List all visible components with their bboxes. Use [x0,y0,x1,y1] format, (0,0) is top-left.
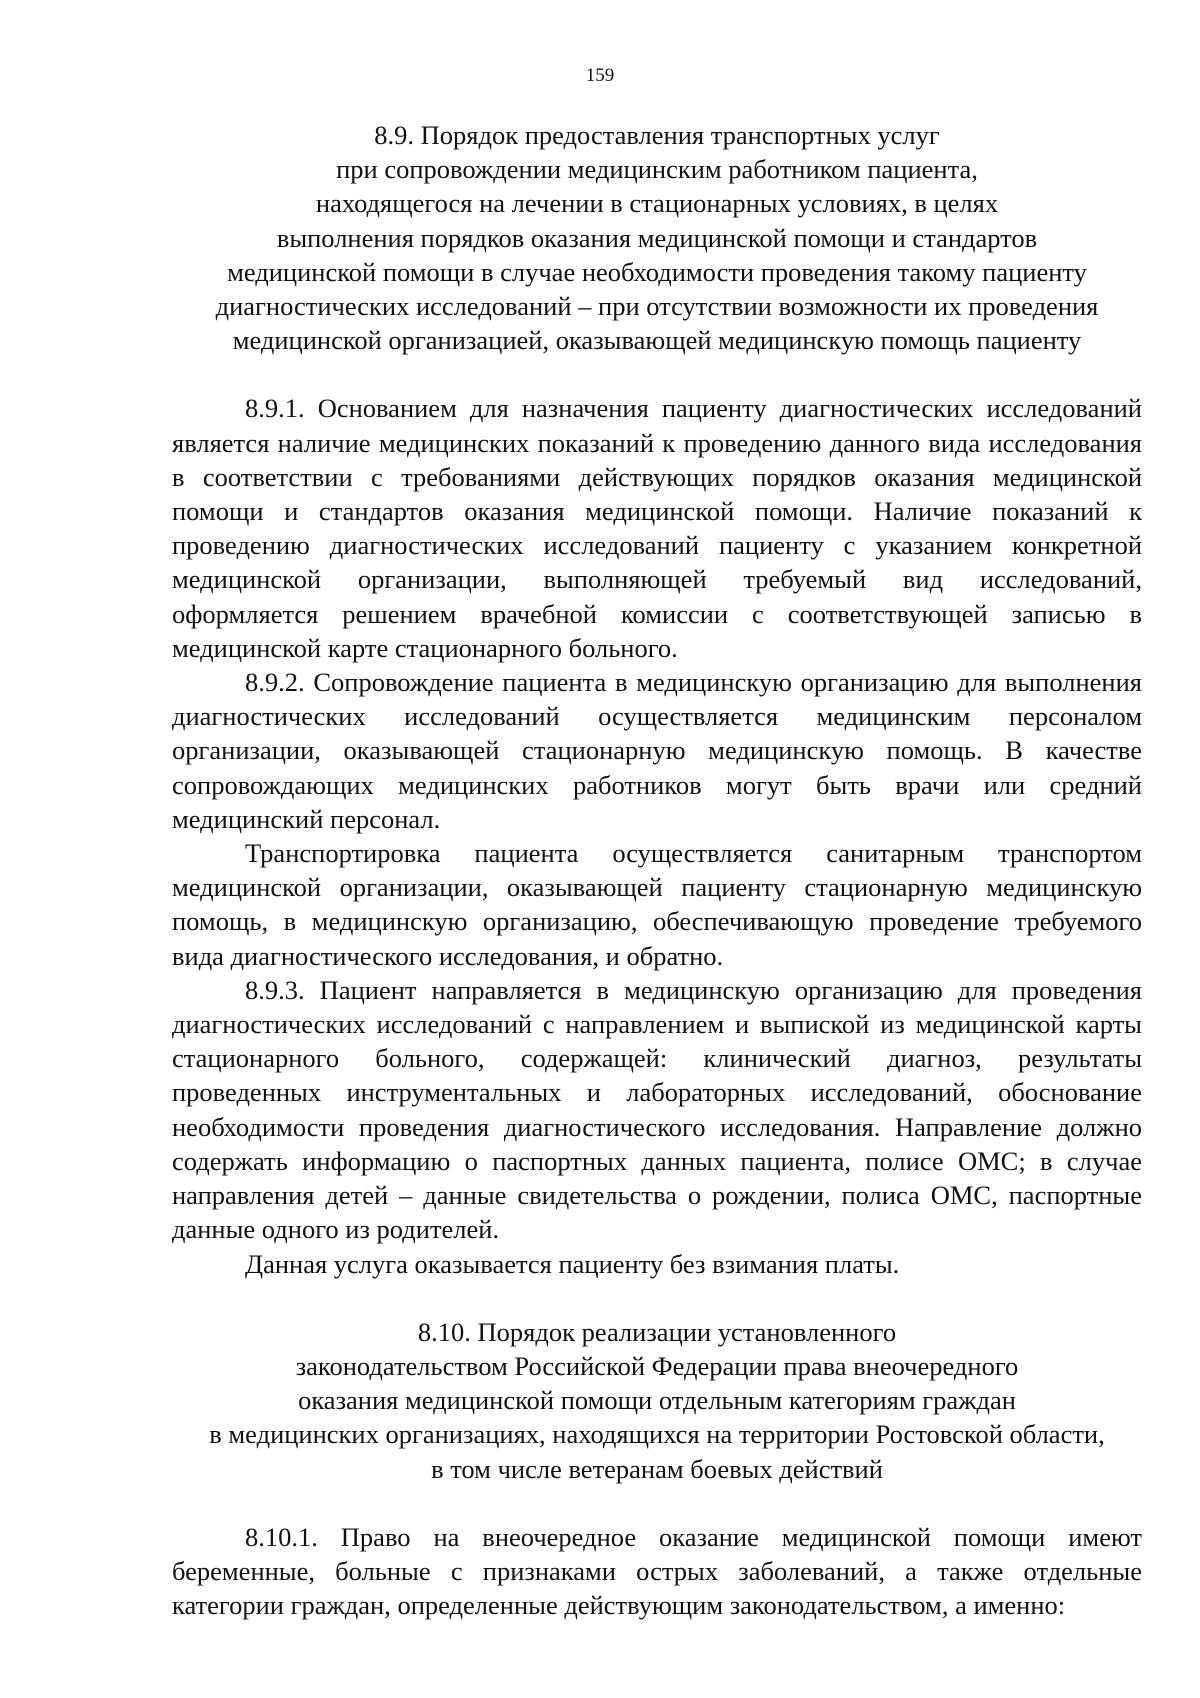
heading-line: 8.9. Порядок предоставления транспортных услуг [374,120,940,150]
paragraph-transport: Транспортировка пациента осуществляется санитарным транспортом медицинской организации, оказывающей пациенту стационарную медицинскую помощь, в медицинскую организацию, обеспечивающую проведение требуемого вида диагностического исследования, и обратно. [172,838,1142,971]
heading-line: при сопровождении медицинским работником пациента, [336,154,978,185]
paragraph-8-9-3: 8.9.3. Пациент направляется в медицинскую организацию для проведения диагностических исследований с направлением и выпиской из медицинской карты стационарного больного, содержащей: клинический диагноз, результаты проведенных инструментальных и лабораторных исследований, обоснование необходимости проведения диагностического исследования. Направление должно содержать информацию о паспортных данных пациента, полисе ОМС; в случае направления детей – данные свидетельства о рождении, полиса ОМС, паспортные данные одного из родителей. [172,974,1142,1245]
heading-line: диагностических исследований – при отсутствии возможности их проведения [215,291,1099,322]
heading-line: в медицинских организациях, находящихся на территории Ростовской области, [209,1419,1105,1450]
page-number: 159 [585,65,615,86]
heading-line: медицинской помощи в случае необходимости проведения такому пациенту [227,256,1087,287]
section-8-10-heading [172,1315,1142,1486]
paragraph-free-service: Данная услуга оказывается пациенту без взимания платы. [245,1248,900,1279]
heading-line: оказания медицинской помощи отдельным категориям граждан [298,1385,1016,1416]
heading-line: медицинской организацией, оказывающей медицинскую помощь пациенту [232,325,1082,356]
paragraph-8-9-1: 8.9.1. Основанием для назначения пациенту диагностических исследований является наличие медицинских показаний к проведению данного вида исследования в соответствии с требованиями действующих порядков оказания медицинской помощи и стандартов оказания медицинской помощи. Наличие показаний к проведению диагностических исследований пациенту с указанием конкретной медицинской организации, выполняющей требуемый вид исследований, оформляется решением врачебной комиссии с соответствующей записью в медицинской карте стационарного больного. [172,393,1142,663]
paragraph-8-9-2: 8.9.2. Сопровождение пациента в медицинскую организацию для выполнения диагностических исследований осуществляется медицинским персоналом организации, оказывающей стационарную медицинскую помощь. В качестве сопровождающих медицинских работников могут быть врачи или средний медицинский персонал. [172,667,1142,834]
heading-line: находящегося на лечении в стационарных условиях, в целях [315,188,999,219]
section-8-9-heading [172,118,1142,357]
heading-line: законодательством Российской Федерации права внеочередного [295,1350,1019,1381]
paragraph-8-10-1: 8.10.1. Право на внеочередное оказание медицинской помощи имеют беременные, больные с признаками острых заболеваний, а также отдельные категории граждан, определенные действующим законодательством, а именно: [172,1521,1142,1621]
document-body [172,118,1142,1622]
heading-line: 8.10. Порядок реализации установленного [417,1316,897,1347]
heading-line: в том числе ветеранам боевых действий [431,1453,883,1484]
heading-line: выполнения порядков оказания медицинской помощи и стандартов [276,222,1038,253]
